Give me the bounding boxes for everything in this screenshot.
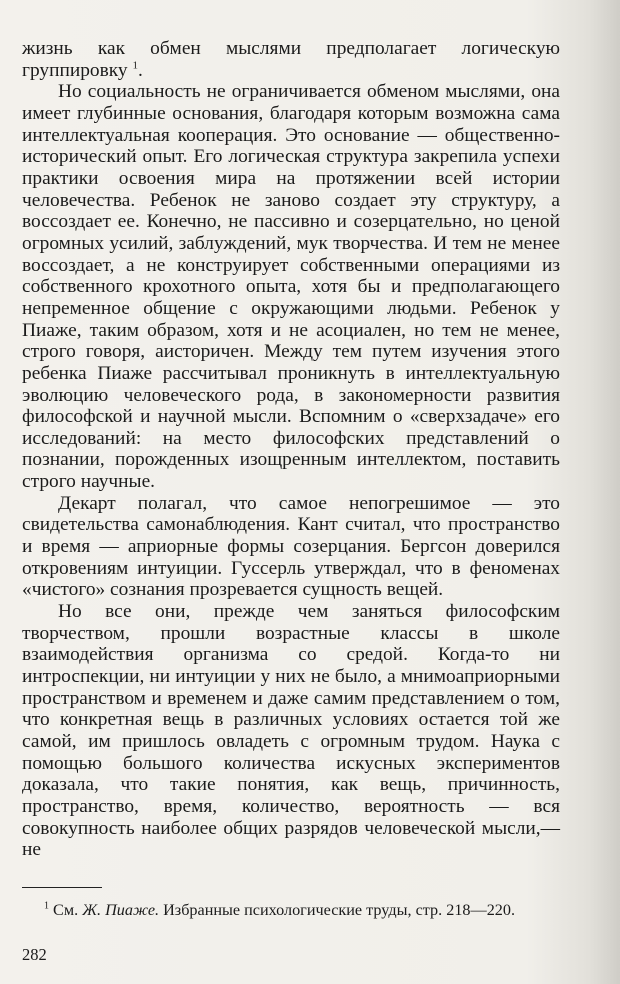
- footnote-prefix: См.: [53, 901, 79, 919]
- body-text: [22, 38, 560, 861]
- footnote-divider: [22, 887, 102, 888]
- footnote-text: Избранные психологические труды, стр. 218—220.: [163, 901, 516, 919]
- footnote-marker: 1: [132, 59, 138, 72]
- footnote-number: 1: [44, 900, 49, 912]
- footnote: [22, 900, 560, 921]
- paragraph: Но социальность не ограничивается обменом мыслями, она имеет глубинные основания, благодаря которым возможна сама интеллектуальная кооперация. Это основание — общественно-исторический опыт. Его логическая структура закрепила успехи практики освоения мира на протяжении всей истории человечества. Ребенок не заново создает эту структуру, а воссоздает ее. Конечно, не пассивно и созерцательно, но ценой огромных усилий, заблуждений, мук творчества. И тем не менее воссоздает, а не конструирует собственными операциями из собственного крохотного опыта, хотя бы и предполагающего непременное общение с окружающими людьми. Ребенок у Пиаже, таким образом, хотя и не асоциален, но тем не менее, строго говоря, аисторичен. Между тем путем изучения этого ребенка Пиаже рассчитывал проникнуть в интеллектуальную эволюцию человеческого рода, в закономерности развития философской и научной мысли. Вспомним о «сверхзадаче» его исследований: на место философских представлений о познании, порожденных изощренным интеллектом, поставить строго научные.: [22, 81, 560, 493]
- paragraph-continuation: жизнь как обмен мыслями предполагает логическую группировку $^1$.: [22, 38, 560, 81]
- footnote-author: Ж. Пиаже.: [82, 901, 160, 919]
- paragraph: Но все они, прежде чем заняться философским творчеством, прошли возрастные классы в школе взаимодействия организма со средой. Когда-то ни интроспекции, ни интуиции у них не было, а мнимоаприорными пространством и временем и даже самим представлением о том, что конкретная вещь в различных условиях остается той же самой, им пришлось овладеть с огромным трудом. Наука с помощью большого количества искусных экспериментов доказала, что такие понятия, как вещь, причинность, пространство, время, количество, вероятность — вся совокупность наиболее общих разрядов человеческой мысли,— не: [22, 601, 560, 861]
- paragraph: Декарт полагал, что самое непогрешимое — это свидетельства самонаблюдения. Кант считал, что пространство и время — априорные формы созерцания. Бергсон доверился откровениям интуиции. Гуссерль утверждал, что в феноменах «чистого» сознания прозревается сущность вещей.: [22, 492, 560, 601]
- page-number: 282: [22, 945, 47, 964]
